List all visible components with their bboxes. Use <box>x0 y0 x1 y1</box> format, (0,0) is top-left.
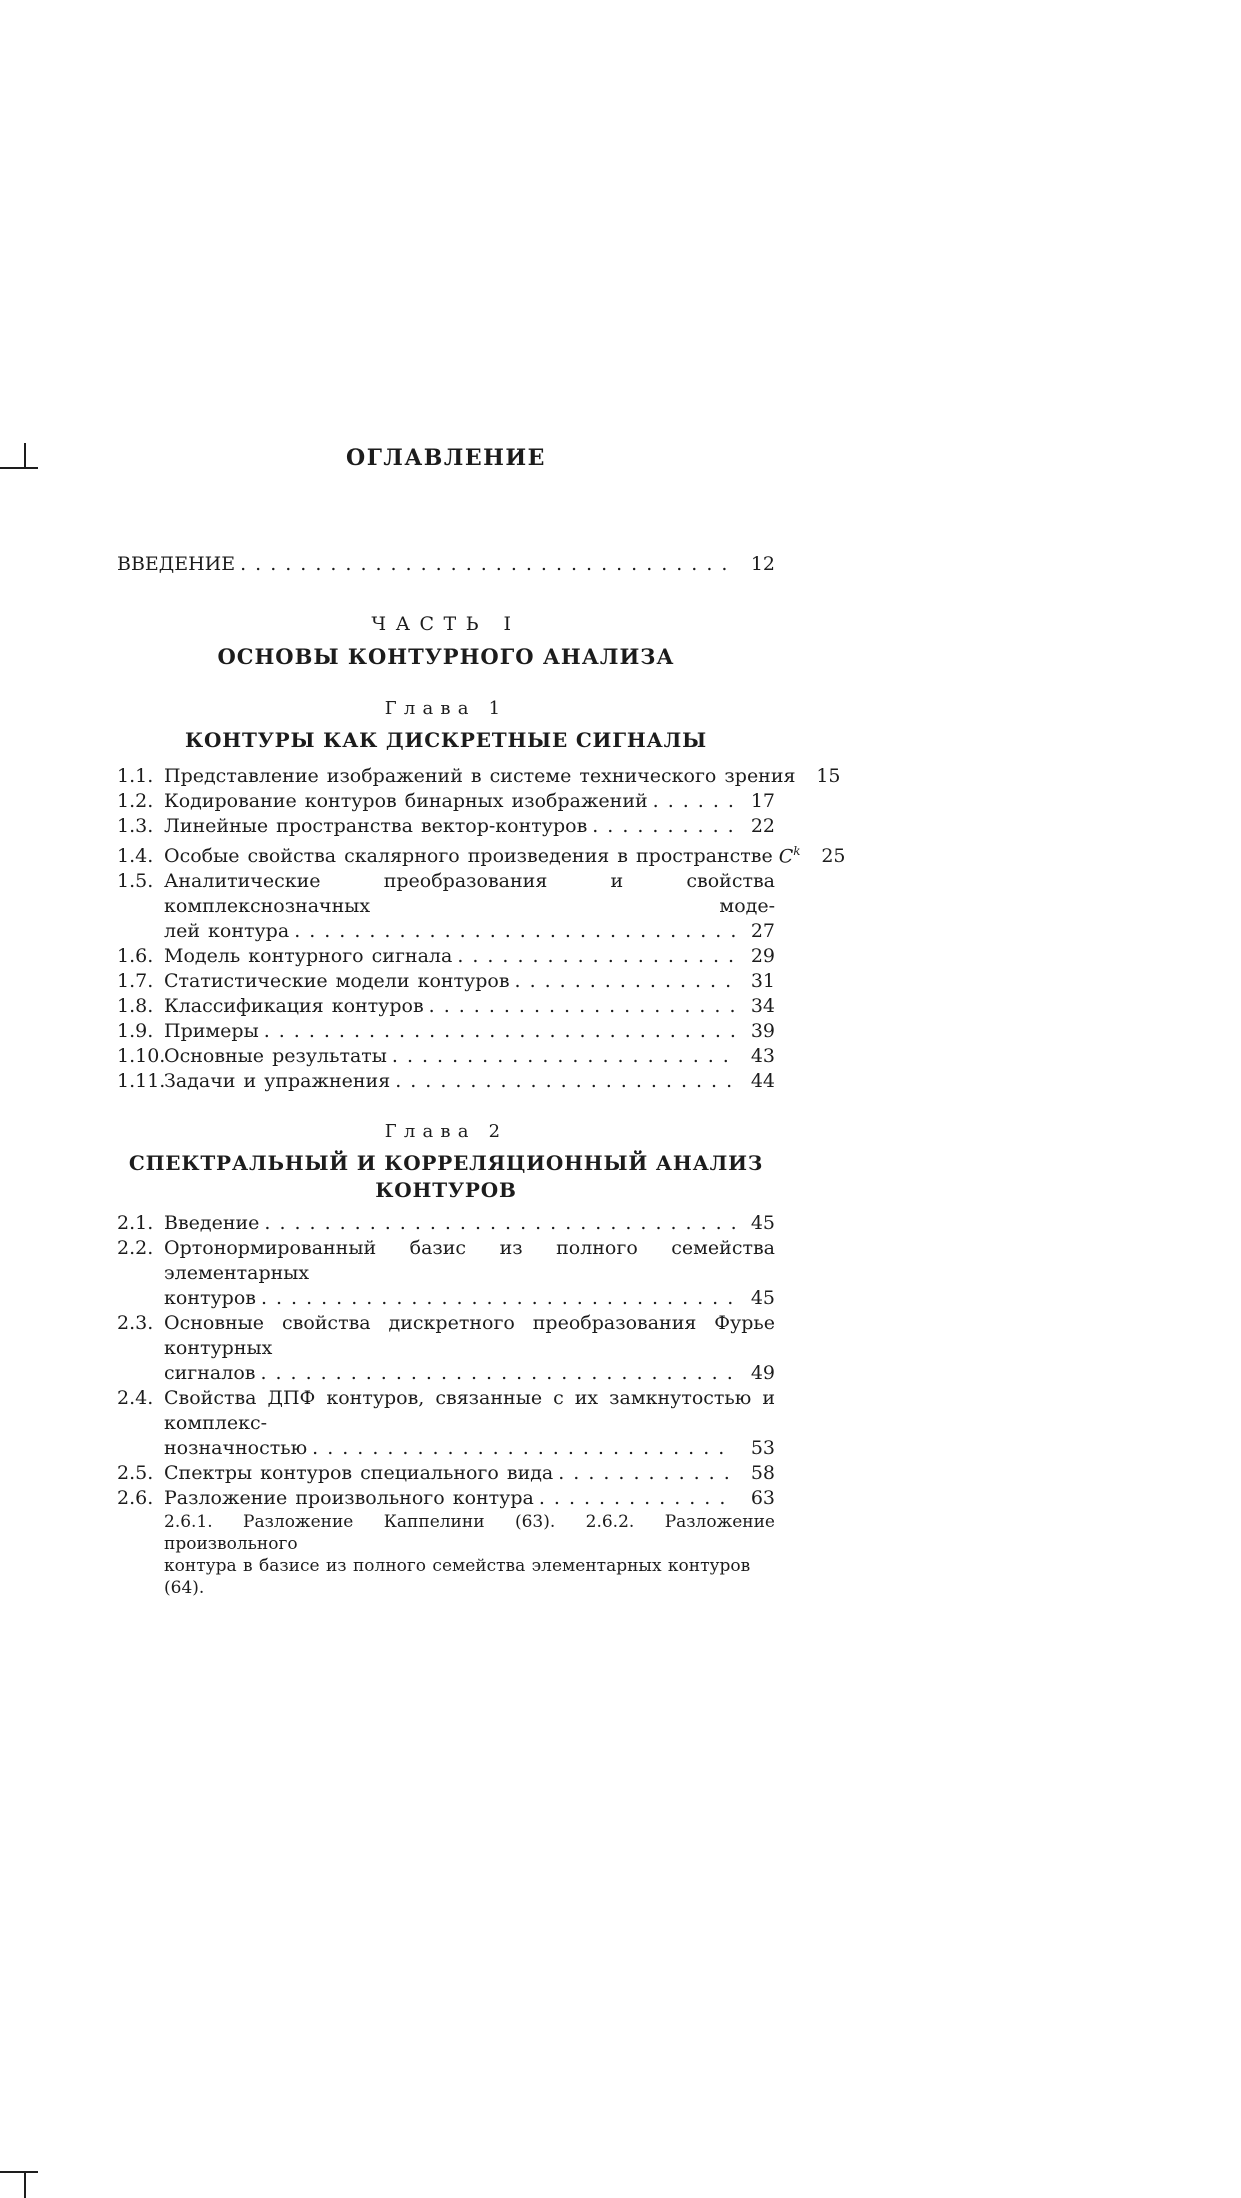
entry-label-line2: сигналов <box>164 1362 256 1385</box>
entry-label: Разложение произвольного контура <box>164 1487 534 1510</box>
entry-number: 1.6. <box>117 945 154 968</box>
toc-entry <box>117 764 841 789</box>
entry-label: Введение <box>164 1212 260 1235</box>
entry-label: Статистические модели контуров <box>164 970 510 993</box>
entry-page-number: 31 <box>750 970 775 993</box>
crop-mark-bottom-left-vertical <box>24 2171 26 2198</box>
entry-page-number: 49 <box>750 1362 775 1385</box>
chapter2-kicker: Глава 2 <box>384 1121 508 1143</box>
toc-entry-introduction <box>117 552 775 577</box>
part-kicker: ЧАСТЬ I <box>371 613 521 635</box>
dot-leader <box>240 552 735 577</box>
entry-page-number: 39 <box>750 1020 775 1043</box>
entry-label-line2: лей контура <box>164 920 290 943</box>
entry-number: 1.2. <box>117 790 154 812</box>
chapter2-title-line2: КОНТУРОВ <box>375 1178 517 1203</box>
entry-page-number: 43 <box>750 1045 775 1068</box>
entry-label: ВВЕДЕНИЕ <box>117 553 236 575</box>
math-symbol-c-superscript-k: $C^k$ <box>778 844 801 868</box>
dot-leader <box>264 1211 735 1236</box>
entry-label-line2: нозначностью <box>164 1437 308 1460</box>
toc-entry <box>117 1386 775 1436</box>
entry-number: 1.9. <box>117 1020 154 1043</box>
toc-entry-continuation <box>117 919 775 944</box>
entry-number: 1.1. <box>117 765 154 787</box>
dot-leader <box>264 1019 735 1044</box>
entry-label-line1: Свойства ДПФ контуров, связанные с их замкнутостью и комплекс- <box>164 1387 775 1435</box>
entry-page-number: 12 <box>750 553 775 575</box>
toc-entry <box>117 789 775 814</box>
dot-leader <box>312 1436 735 1461</box>
toc-entry <box>117 994 775 1019</box>
crop-mark-top-left-horizontal <box>0 467 38 469</box>
chapter2-title-line1: СПЕКТРАЛЬНЫЙ И КОРРЕЛЯЦИОННЫЙ АНАЛИЗ <box>128 1151 764 1176</box>
toc-entry-continuation <box>117 1286 775 1311</box>
toc-entry <box>117 1211 775 1236</box>
toc-entry <box>117 1044 775 1069</box>
entry-label: Линейные пространства вектор-контуров <box>164 815 588 837</box>
entry-number: 2.6. <box>117 1487 154 1510</box>
toc-entry <box>117 944 775 969</box>
entry-number: 1.10. <box>117 1045 166 1068</box>
chapter1-title: КОНТУРЫ КАК ДИСКРЕТНЫЕ СИГНАЛЫ <box>185 728 707 752</box>
entry-page-number: 53 <box>750 1437 775 1460</box>
dot-leader <box>539 1486 735 1511</box>
entry-page-number: 22 <box>750 815 775 837</box>
entry-label: Основные результаты <box>164 1045 387 1068</box>
entry-label: Модель контурного сигнала <box>164 945 453 968</box>
toc-entry <box>117 1461 775 1486</box>
toc-content <box>117 443 846 1599</box>
toc-subentry-note <box>117 1511 775 1555</box>
entry-page-number: 45 <box>750 1212 775 1235</box>
part-title: ОСНОВЫ КОНТУРНОГО АНАЛИЗА <box>217 644 675 669</box>
entry-label: Задачи и упражнения <box>164 1070 391 1093</box>
entry-page-number: 27 <box>750 920 775 943</box>
crop-mark-bottom-left-horizontal <box>0 2171 38 2173</box>
entry-label: Кодирование контуров бинарных изображений <box>164 790 648 812</box>
dot-leader <box>294 919 735 944</box>
entry-page-number: 25 <box>821 845 846 868</box>
dot-leader <box>395 1069 735 1094</box>
entry-label-line2: контуров <box>164 1287 256 1310</box>
entry-number: 1.7. <box>117 970 154 993</box>
toc-subentry-note <box>117 1555 775 1599</box>
entry-label: Спектры контуров специального вида <box>164 1462 554 1485</box>
dot-leader <box>260 1361 735 1386</box>
toc-entry <box>117 839 846 869</box>
entry-label: Особые свойства скалярного произведения в пространстве <box>164 845 773 868</box>
dot-leader <box>515 969 735 994</box>
toc-entry <box>117 1311 775 1361</box>
toc-entry <box>117 1069 775 1094</box>
dot-leader <box>429 994 735 1019</box>
dot-leader <box>558 1461 735 1486</box>
entry-label: Классификация контуров <box>164 995 424 1018</box>
entry-number: 1.5. <box>117 870 154 893</box>
dot-leader <box>261 1286 735 1311</box>
entry-number: 2.2. <box>117 1237 154 1260</box>
entry-label-line1: Основные свойства дискретного преобразования Фурье контурных <box>164 1312 775 1360</box>
toc-entry <box>117 1019 775 1044</box>
entry-number: 1.4. <box>117 845 154 868</box>
entry-page-number: 63 <box>750 1487 775 1510</box>
page-title: ОГЛАВЛЕНИЕ <box>346 445 546 471</box>
entry-page-number: 58 <box>750 1462 775 1485</box>
dot-leader <box>653 789 735 814</box>
dot-leader <box>592 814 735 839</box>
entry-number: 2.1. <box>117 1212 154 1235</box>
entry-page-number: 17 <box>750 790 775 812</box>
entry-number: 2.5. <box>117 1462 154 1485</box>
entry-label: Представление изображений в системе технического зрения <box>164 765 796 787</box>
chapter1-entries <box>117 764 846 1094</box>
entry-page-number: 45 <box>750 1287 775 1310</box>
subentry-line1: 2.6.1. Разложение Каппелини (63). 2.6.2. Разложение произвольного <box>164 1512 775 1555</box>
entry-number: 1.3. <box>117 815 154 837</box>
crop-mark-top-left-vertical <box>24 443 26 469</box>
toc-entry <box>117 814 775 839</box>
toc-entry-continuation <box>117 1361 775 1386</box>
chapter2-entries <box>117 1211 775 1599</box>
entry-page-number: 44 <box>750 1070 775 1093</box>
entry-page-number: 15 <box>816 765 841 787</box>
toc-entry <box>117 869 775 919</box>
entry-label-line1: Ортонормированный базис из полного семейства элементарных <box>164 1237 775 1285</box>
toc-entry <box>117 969 775 994</box>
chapter1-kicker: Глава 1 <box>384 698 508 719</box>
dot-leader <box>392 1044 735 1069</box>
entry-number: 1.11. <box>117 1070 166 1093</box>
book-toc-page <box>0 443 1241 2198</box>
toc-entry-continuation <box>117 1436 775 1461</box>
entry-number: 1.8. <box>117 995 154 1018</box>
dot-leader <box>457 944 735 969</box>
entry-label-line1: Аналитические преобразования и свойства комплекснозначных моде- <box>164 870 775 918</box>
entry-page-number: 34 <box>750 995 775 1018</box>
subentry-line2: контура в базисе из полного семейства элементарных контуров (64). <box>164 1556 751 1599</box>
entry-label: Примеры <box>164 1020 259 1043</box>
toc-entry <box>117 1236 775 1286</box>
entry-number: 2.4. <box>117 1387 154 1410</box>
entry-page-number: 29 <box>750 945 775 968</box>
toc-entry <box>117 1486 775 1511</box>
entry-number: 2.3. <box>117 1312 154 1335</box>
